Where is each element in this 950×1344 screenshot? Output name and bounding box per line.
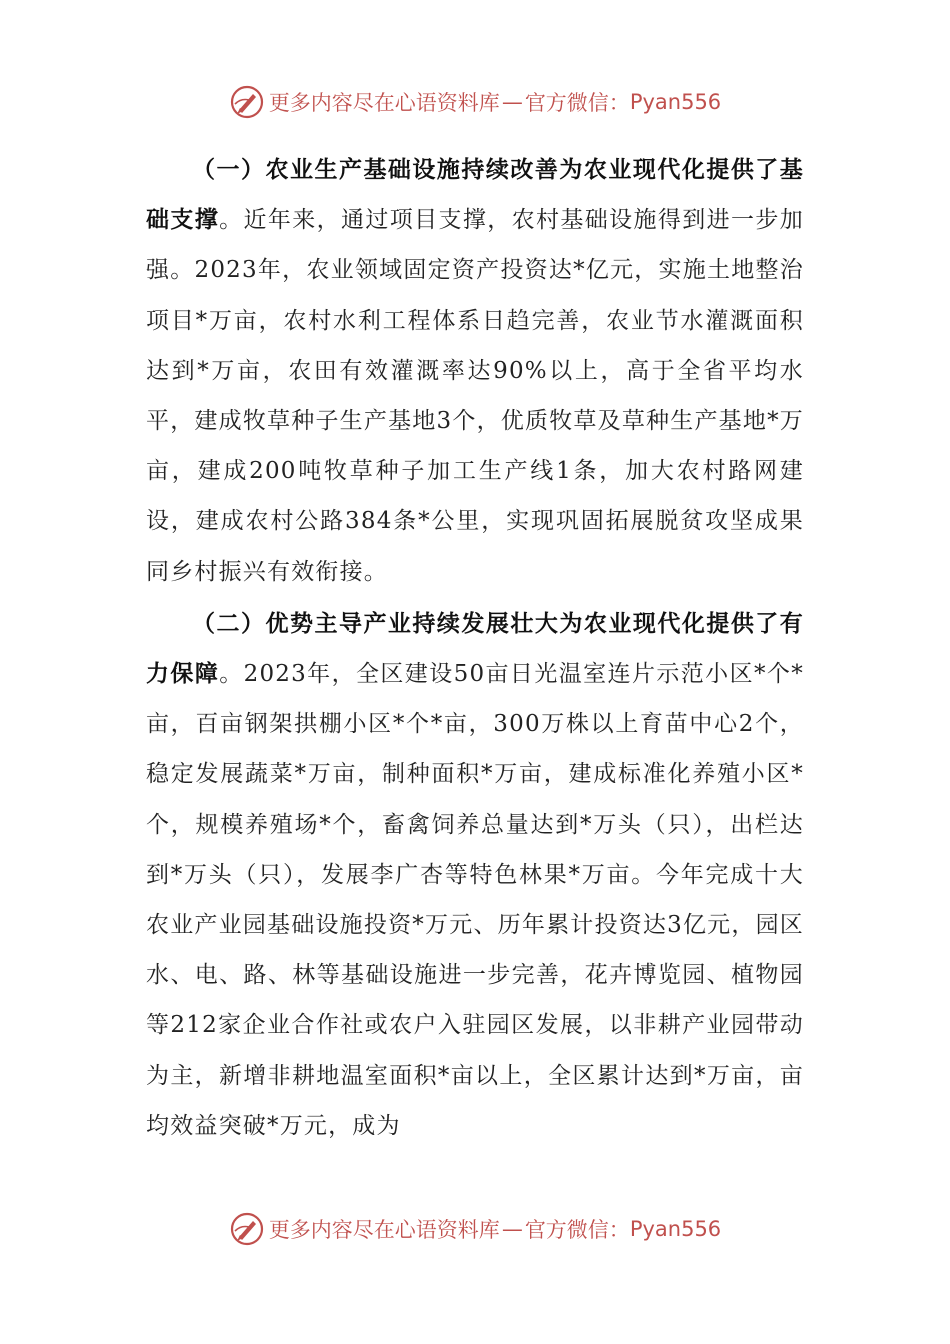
- paragraph-infrastructure: [146, 145, 804, 597]
- paragraph-industry: [146, 599, 804, 1151]
- watermark-text: 更多内容尽在心语资料库: [268, 1218, 500, 1242]
- watermark-separator: —: [501, 1217, 523, 1241]
- watermark-text: 更多内容尽在心语资料库: [268, 91, 500, 115]
- paragraph-text: 。2023年，全区建设50亩日光温室连片示范小区*个*亩，百亩钢架拱棚小区*个*亩，300万株以上育苗中心2个，稳定发展蔬菜*万亩，制种面积*万亩，建成标准化养殖小区*个，规模养殖场*个，畜禽饲养总量达到*万头（只），出栏达到*万头（只），发展李广杏等特色林果*万亩。今年完成十大农业产业园基础设施投资*万元、历年累计投资达3亿元，园区水、电、路、林等基础设施进一步完善，花卉博览园、植物园等212家企业合作社或农户入驻园区发展，以非耕产业园带动为主，新增非耕地温室面积*亩以上，全区累计达到*万亩，亩均效益突破*万元，成为: [146, 661, 804, 1139]
- watermark-wechat-label: 官方微信：: [524, 1218, 630, 1242]
- pen-circle-logo-icon: [229, 1211, 265, 1247]
- watermark-wechat-value: Pyan556: [629, 1217, 722, 1241]
- header-watermark: [0, 82, 950, 122]
- paragraph-lead: （二）优势主导产业持续发展壮大为农业现代化提供了有力保障: [146, 610, 804, 688]
- pen-circle-logo-icon: [229, 84, 265, 120]
- paragraph-text: 。近年来，通过项目支撑，农村基础设施得到进一步加强。2023年，农业领域固定资产投资达*亿元，实施土地整治项目*万亩，农村水利工程体系日趋完善，农业节水灌溉面积达到*万亩，农田有效灌溉率达90%以上，高于全省平均水平，建成牧草种子生产基地3个，优质牧草及草种生产基地*万亩，建成200吨牧草种子加工生产线1条，加大农村路网建设，建成农村公路384条*公里，实现巩固拓展脱贫攻坚成果同乡村振兴有效衔接。: [146, 207, 804, 585]
- watermark-wechat-label: 官方微信：: [524, 91, 630, 115]
- document-body: [146, 145, 804, 1151]
- watermark-separator: —: [501, 90, 523, 114]
- watermark-wechat-value: Pyan556: [629, 90, 722, 114]
- footer-watermark: [0, 1209, 950, 1249]
- paragraph-lead: （一）农业生产基础设施持续改善为农业现代化提供了基础支撑: [146, 157, 804, 234]
